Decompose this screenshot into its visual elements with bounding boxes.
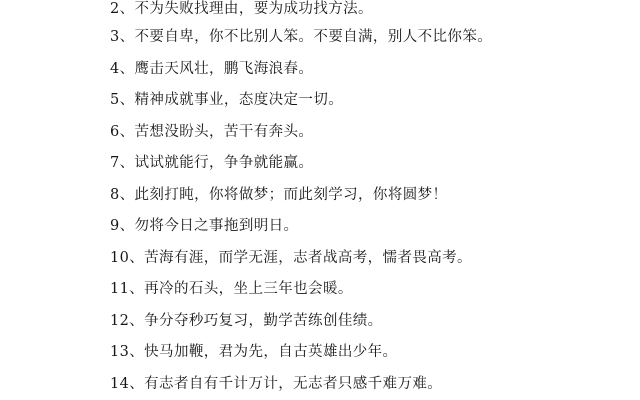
text-line: 5、精神成就事业，态度决定一切。 <box>110 92 344 108</box>
text-line: 8、此刻打盹，你将做梦；而此刻学习，你将圆梦！ <box>110 186 448 203</box>
text-line: 9、勿将今日之事拖到明日。 <box>110 218 299 234</box>
text-line: 6、苦想没盼头，苦干有奔头。 <box>110 123 314 140</box>
text-line: 3、不要自卑，你不比别人笨。不要自满，别人不比你笨。 <box>110 29 493 45</box>
text-line: 11、再冷的石头，坐上三年也会暖。 <box>110 281 353 297</box>
document-text-body <box>110 0 626 392</box>
text-line: 2、不为失败找理由，要为成功找方法。 <box>110 1 373 17</box>
text-line: 4、鹰击天风壮，鹏飞海浪春。 <box>110 60 314 77</box>
text-line: 10、苦海有涯，而学无涯，志者战高考，懦者畏高考。 <box>110 249 472 266</box>
text-line: 14、有志者自有千计万计，无志者只感千难万难。 <box>110 375 443 392</box>
text-line: 13、快马加鞭，君为先，自古英雄出少年。 <box>110 344 398 360</box>
text-line: 7、试试就能行，争争就能赢。 <box>110 155 314 171</box>
text-line: 12、争分夺秒巧复习，勤学苦练创佳绩。 <box>110 312 383 329</box>
